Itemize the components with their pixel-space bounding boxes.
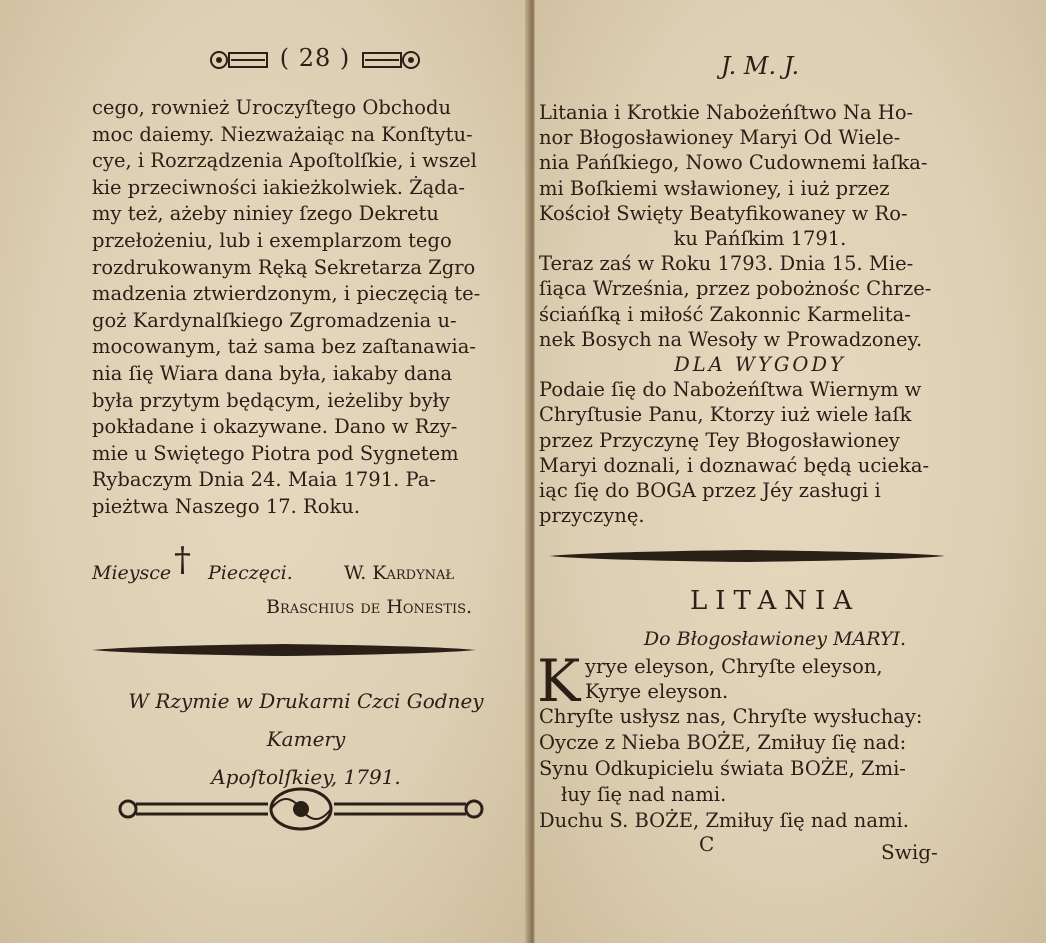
ornament-left-icon xyxy=(209,48,271,72)
right-body-text xyxy=(539,100,981,528)
prayer-line: Synu Odkupicielu świata BOŻE, Zmi- xyxy=(539,757,906,780)
tailpiece-ornament-icon xyxy=(118,784,484,834)
divider-rule-icon xyxy=(549,546,945,566)
text-line: mi Boſkiemi wsławioney, i iuż przez xyxy=(539,176,890,200)
text-line: przez Przyczynę Tey Błogosławioney xyxy=(539,428,900,452)
ornament-right-icon xyxy=(359,48,421,72)
text-line: była przytym będącym, ieżeliby były xyxy=(92,388,450,412)
text-line: nia ſię Wiara dana była, iakaby dana xyxy=(92,361,453,385)
prayer-line: łuy ſię nad nami. xyxy=(561,783,727,806)
seal-word: Pieczęci. xyxy=(208,562,293,584)
seal-block xyxy=(92,540,522,630)
text-line: cego, rownież Uroczyſtego Obchodu xyxy=(92,96,452,119)
prayer-line: Duchu S. BOŻE, Zmiłuy ſię nad nami. xyxy=(539,809,909,832)
text-line: cye, i Rozrządzenia Apoſtolſkie, i wszel xyxy=(92,149,477,173)
signer-line-2: Braschius de Honestis. xyxy=(266,596,473,618)
text-line: mocowanym, taż sama bez zaſtanawia- xyxy=(92,335,476,359)
text-line: Podaie ſię do Nabożeńſtwa Wiernym w xyxy=(539,378,922,402)
right-page xyxy=(534,0,1046,943)
section-heading: DLA WYGODY xyxy=(674,353,846,377)
text-line: przełożeniu, lub i exemplarzom tego xyxy=(92,228,452,252)
text-line: madzenia ztwierdzonym, i pieczęcią te- xyxy=(92,282,481,306)
text-line: Litania i Krotkie Nabożeńſtwo Na Ho- xyxy=(539,101,914,124)
catchword: Swig- xyxy=(881,840,938,864)
drop-cap: K xyxy=(537,647,581,715)
text-line: Kościoł Swięty Beatyfikowaney w Ro- xyxy=(539,201,908,225)
imprint-line-1: W Rzymie w Drukarni Czci Godney Kamery xyxy=(128,689,484,751)
page-number: ( 28 ) xyxy=(279,44,351,72)
text-line: iąc ſię do BOGA przez Jéy zasługi i xyxy=(539,479,881,503)
text-line: nek Bosych na Wesoły w Prowadzoney. xyxy=(539,327,923,351)
divider-rule-icon xyxy=(92,640,476,660)
text-line: Rybaczym Dnia 24. Maia 1791. Pa- xyxy=(92,468,436,492)
prayer-line: Oycze z Nieba BOŻE, Zmiłuy ſię nad: xyxy=(539,731,907,754)
text-line: my też, ażeby niniey ſzego Dekretu xyxy=(92,202,439,226)
text-line: ściańſką i miłość Zakonnic Karmelita- xyxy=(539,302,911,326)
text-line: kie przeciwności iakieżkolwiek. Żąda- xyxy=(92,175,465,199)
text-line: Chryſtusie Panu, Ktorzy iuż wiele łaſk xyxy=(539,403,912,427)
left-body-text xyxy=(92,95,524,521)
text-line: moc daiemy. Niezważaiąc na Konſtytu- xyxy=(92,122,473,146)
text-line: Maryi doznali, i doznawać będą ucieka- xyxy=(539,453,930,477)
signature-mark: C xyxy=(699,832,715,856)
monogram-header: J. M. J. xyxy=(720,52,800,80)
kyrie-line-1: yrye eleyson, Chryſte eleyson, xyxy=(585,655,883,678)
text-line: nia Pańſkiego, Nowo Cudownemi łaſka- xyxy=(539,151,928,175)
text-line: goż Kardynalſkiego Zgromadzenia u- xyxy=(92,308,457,332)
imprint-block xyxy=(86,682,526,796)
left-page-header xyxy=(200,44,430,78)
litania-title: LITANIA xyxy=(689,586,861,616)
text-line: ſiąca Września, przez pobożnośc Chrze- xyxy=(539,277,932,301)
prayer-lines xyxy=(539,704,981,834)
text-line: mie u Swiętego Piotra pod Sygnetem xyxy=(92,441,459,465)
cross-icon: † xyxy=(174,540,191,580)
imprint-line-2: Apoſtolſkiey, 1791. xyxy=(211,765,401,789)
text-line: Teraz zaś w Roku 1793. Dnia 15. Mie- xyxy=(539,252,914,276)
litania-subtitle: Do Błogosławioney MARYI. xyxy=(643,628,907,650)
text-line: pieżtwa Naszego 17. Roku. xyxy=(92,494,361,518)
seal-place-label: Mieysce xyxy=(92,562,172,584)
text-line: pokładane i okazywane. Dano w Rzy- xyxy=(92,415,458,439)
text-line: rozdrukowanym Ręką Sekretarza Zgro xyxy=(92,255,476,279)
prayer-line: Chryſte usłysz nas, Chryſte wysłuchay: xyxy=(539,705,923,728)
text-line: przyczynę. xyxy=(539,504,645,528)
signer-line-1: W. Kardynał xyxy=(344,562,455,584)
text-line: ku Pańſkim 1791. xyxy=(673,227,847,251)
kyrie-line-2: Kyrye eleyson. xyxy=(585,680,729,703)
text-line: nor Błogosławioney Maryi Od Wiele- xyxy=(539,126,901,150)
